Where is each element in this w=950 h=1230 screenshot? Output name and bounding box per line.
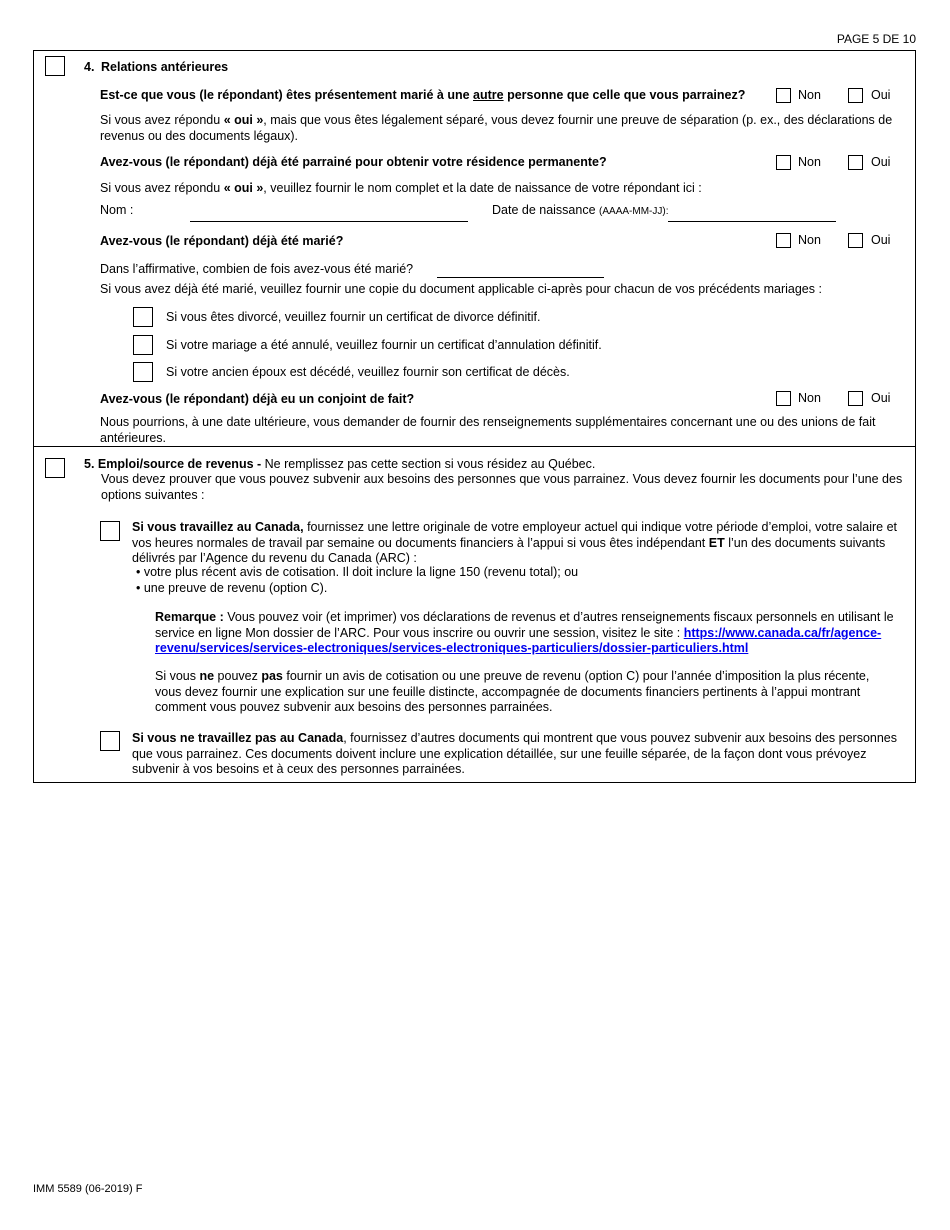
q2-dob-label: Date de naissance (AAAA-MM-JJ): — [492, 203, 669, 217]
section-5-intro: Vous devez prouver que vous pouvez subvenir aux besoins des personnes que vous parrainez. Vous devez fournir les documents pour l’une des options suivantes : — [101, 472, 903, 502]
q1-question: Est-ce que vous (le répondant) êtes présentement marié à une autre personne que celle que vous parrainez? — [100, 88, 746, 102]
q2-yes-label: Oui — [871, 155, 891, 169]
q1-no-label: Non — [798, 88, 821, 102]
section-5-heading: 5. Emploi/source de revenus - Ne remplissez pas cette section si vous résidez au Québec. — [84, 457, 596, 471]
q1-yes-label: Oui — [871, 88, 891, 102]
form-id: IMM 5589 (06-2019) F — [33, 1183, 143, 1195]
q4-no-label: Non — [798, 391, 821, 405]
q3-deceased-label: Si votre ancien époux est décédé, veuillez fournir son certificat de décès. — [166, 365, 570, 379]
q3-deceased-checkbox[interactable] — [133, 362, 153, 382]
q3-count-field[interactable] — [437, 277, 604, 278]
opt2-text: Si vous ne travaillez pas au Canada, fournissez d’autres documents qui montrent que vous pouvez subvenir aux besoins des personnes que vous parrainez. Ces documents doivent inclure une explication détaillée, sur une feuille séparée, de la façon dont vous prévoyez subvenir à vos besoins et à ceux des personnes parrainées. — [132, 731, 897, 777]
q4-no-checkbox[interactable] — [776, 391, 791, 406]
q3-no-label: Non — [798, 233, 821, 247]
section-4-number: 4. — [84, 60, 95, 74]
q3-divorce-checkbox[interactable] — [133, 307, 153, 327]
q3-question: Avez-vous (le répondant) déjà été marié? — [100, 234, 344, 248]
q3-annulment-checkbox[interactable] — [133, 335, 153, 355]
opt2-checkbox[interactable] — [100, 731, 120, 751]
section-5-checkbox[interactable] — [45, 458, 65, 478]
q3-no-checkbox[interactable] — [776, 233, 791, 248]
q1-yes-checkbox[interactable] — [848, 88, 863, 103]
page-number: PAGE 5 DE 10 — [836, 32, 916, 46]
q2-note: Si vous avez répondu « oui », veuillez fournir le nom complet et la date de naissance de votre répondant ici : — [100, 181, 702, 195]
q2-yes-checkbox[interactable] — [848, 155, 863, 170]
q2-name-field[interactable] — [190, 221, 468, 222]
q3-yes-checkbox[interactable] — [848, 233, 863, 248]
q2-dob-field[interactable] — [668, 221, 836, 222]
q3-yes-label: Oui — [871, 233, 891, 247]
opt1-bullets — [136, 565, 896, 596]
q3-count-question: Dans l’affirmative, combien de fois avez-vous été marié? — [100, 262, 414, 276]
section-4-checkbox[interactable] — [45, 56, 65, 76]
q1-no-checkbox[interactable] — [776, 88, 791, 103]
q4-question: Avez-vous (le répondant) déjà eu un conjoint de fait? — [100, 392, 415, 406]
q3-annulment-label: Si votre mariage a été annulé, veuillez fournir un certificat d’annulation définitif. — [166, 338, 602, 352]
q2-no-checkbox[interactable] — [776, 155, 791, 170]
opt1-bullet-1: • votre plus récent avis de cotisation. Il doit inclure la ligne 150 (revenu total); ou — [136, 565, 579, 579]
q4-yes-checkbox[interactable] — [848, 391, 863, 406]
q3-instructions: Si vous avez déjà été marié, veuillez fournir une copie du document applicable ci-après pour chacun de vos précédents mariages : — [100, 282, 822, 296]
q4-note: Nous pourrions, à une date ultérieure, vous demander de fournir des renseignements supplémentaires concernant une ou des unions de fait antérieures. — [100, 415, 876, 445]
opt1-second-note: Si vous ne pouvez pas fournir un avis de cotisation ou une preuve de revenu (option C) pour l’année d’imposition la plus récente, vous devez fournir une explication sur une feuille distincte, accompagnée de documents financiers pertinents à l’appui montrant comment vous pouvez subvenir aux besoins des personnes parrainées. — [155, 669, 870, 715]
opt1-checkbox[interactable] — [100, 521, 120, 541]
arc-link[interactable]: https://www.canada.ca/fr/agence-revenu/services/services-electroniques/services-electroniques-particuliers/dossier-particuliers.html — [155, 625, 882, 656]
opt1-text: Si vous travaillez au Canada, fournissez une lettre originale de votre employeur actuel qui indique votre période d’emploi, votre salaire et vos heures normales de travail par semaine ou documents financiers à l’appui si vous êtes indépendant ET l’un des documents suivants délivrés par l’Agence du revenu du Canada (ARC) : — [132, 520, 897, 566]
opt1-bullet-2: • une preuve de revenu (option C). — [136, 580, 328, 595]
q2-question: Avez-vous (le répondant) déjà été parrainé pour obtenir votre résidence permanente? — [100, 155, 607, 169]
section-4-title: Relations antérieures — [101, 60, 229, 74]
q4-yes-label: Oui — [871, 391, 891, 405]
q3-divorce-label: Si vous êtes divorcé, veuillez fournir un certificat de divorce définitif. — [166, 310, 541, 324]
q1-note: Si vous avez répondu « oui », mais que vous êtes légalement séparé, vous devez fournir une preuve de séparation (p. ex., des déclarations de revenus ou des documents légaux). — [100, 113, 893, 143]
opt1-remark: Remarque : Vous pouvez voir (et imprimer) vos déclarations de revenus et d’autres renseignements fiscaux personnels en utilisant le service en ligne Mon dossier de l’ARC. Pour vous inscrire ou ouvrir une session, visitez le site : https://www.canada.ca/fr/agence-revenu/services/services-electroniques/services-electroniques-particuliers/dossier-particuliers.html — [155, 610, 894, 656]
q2-name-label: Nom : — [100, 203, 134, 217]
q2-no-label: Non — [798, 155, 821, 169]
